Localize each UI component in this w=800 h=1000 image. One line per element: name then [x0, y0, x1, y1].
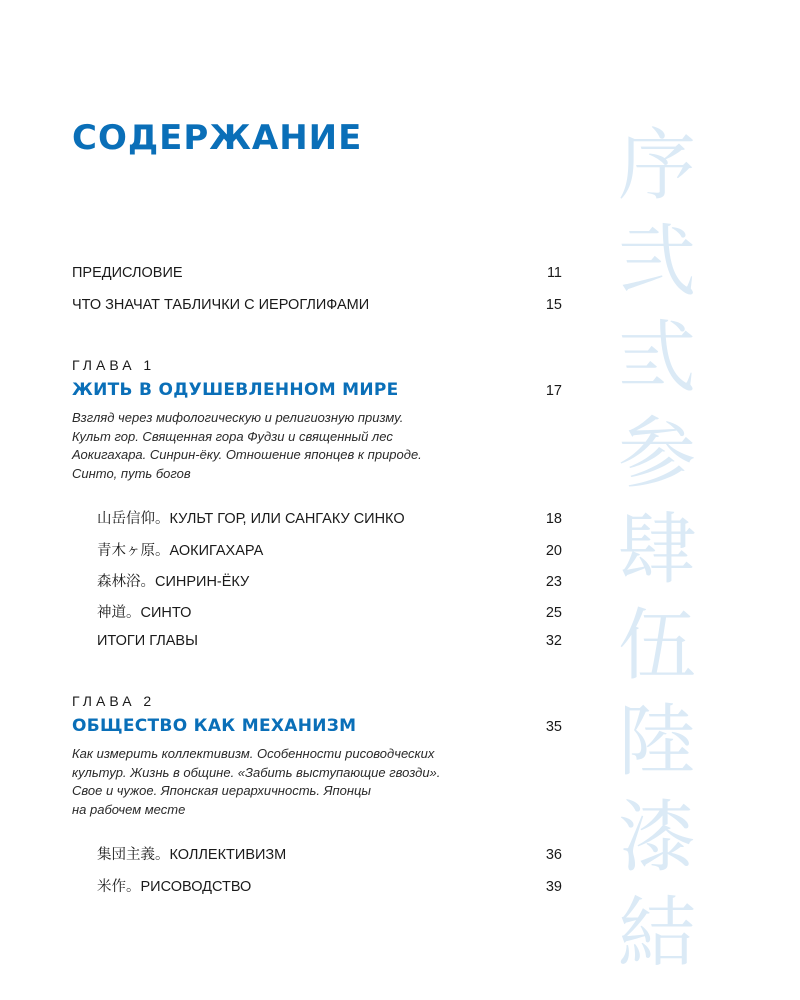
- toc-entry-label: 森林浴。СИНРИН-ЁКУ: [97, 574, 250, 590]
- chapter-2-entry[interactable]: [72, 716, 562, 736]
- kanji-glyph: 伍: [617, 601, 696, 691]
- toc-entry-page: 25: [545, 605, 562, 621]
- toc-entry-label: ПРЕДИСЛОВИЕ: [72, 265, 183, 281]
- toc-entry-page: 39: [545, 879, 562, 895]
- chapter-1-entry[interactable]: [72, 380, 562, 400]
- description-line: Культ гор. Священная гора Фудзи и священный лес: [72, 428, 393, 444]
- chapter-1-title: ЖИТЬ В ОДУШЕВЛЕННОМ МИРЕ: [72, 380, 399, 400]
- chapter-2-description: [72, 745, 472, 819]
- toc-entry-shinrin-yoku[interactable]: [97, 570, 562, 591]
- toc-entry-page: 18: [545, 511, 562, 527]
- toc-entry-label: 青木ヶ原。АОКИГАХАРА: [97, 543, 264, 559]
- toc-entry-label: ИТОГИ ГЛАВЫ: [97, 633, 198, 649]
- kanji-glyph: 漆: [617, 793, 696, 883]
- toc-entry-page: 11: [546, 265, 562, 281]
- kanji-glyph: 肆: [617, 505, 696, 595]
- toc-entry-label: 山岳信仰。КУЛЬТ ГОР, ИЛИ САНГАКУ СИНКО: [97, 511, 405, 527]
- chapter-1-description: [72, 409, 472, 483]
- description-line: на рабочем месте: [72, 801, 186, 817]
- toc-entry-label: 集団主義。КОЛЛЕКТИВИЗМ: [97, 847, 287, 863]
- toc-entry-page: 15: [545, 297, 562, 313]
- toc-entry-label: 神道。СИНТО: [97, 605, 192, 621]
- toc-entry-page: 23: [545, 574, 562, 590]
- toc-entry-preface[interactable]: [72, 265, 562, 281]
- toc-entry-chapter-1-summary[interactable]: [97, 633, 562, 649]
- toc-entry-page: 36: [545, 847, 562, 863]
- description-line: Аокигахара. Синрин-ёку. Отношение японцев к природе.: [72, 447, 422, 462]
- toc-entry-shinto[interactable]: [97, 601, 562, 622]
- chapter-1-page: 17: [545, 383, 562, 399]
- toc-entry-sangaku[interactable]: [97, 507, 562, 528]
- chapter-1-label: ГЛАВА 1: [72, 357, 156, 373]
- kanji-glyph: 弐: [617, 217, 696, 307]
- page-title: СОДЕРЖАНИЕ: [72, 118, 363, 158]
- toc-entry-page: 32: [545, 633, 562, 649]
- chapter-2-page: 35: [545, 719, 562, 735]
- description-line: Взгляд через мифологическую и религиозную призму.: [72, 410, 404, 425]
- kanji-glyph: 序: [617, 121, 696, 211]
- kanji-glyph: 結: [617, 889, 696, 979]
- toc-entry-rice-farming[interactable]: [97, 875, 562, 896]
- toc-entry-page: 20: [545, 543, 562, 559]
- kanji-glyph: 弎: [617, 313, 696, 403]
- toc-entry-aokigahara[interactable]: [97, 539, 562, 560]
- description-line: культур. Жизнь в общине. «Забить выступающие гвозди».: [72, 764, 441, 780]
- kanji-glyph: 参: [617, 409, 696, 499]
- kanji-glyph: 陸: [617, 697, 696, 787]
- description-line: Синто, путь богов: [72, 465, 191, 481]
- toc-entry-collectivism[interactable]: [97, 843, 562, 864]
- description-line: Свое и чужое. Японская иерархичность. Японцы: [72, 783, 371, 798]
- description-line: Как измерить коллективизм. Особенности рисоводческих: [72, 746, 435, 761]
- toc-entry-plates[interactable]: [72, 297, 562, 313]
- toc-entry-label: ЧТО ЗНАЧАТ ТАБЛИЧКИ С ИЕРОГЛИФАМИ: [72, 297, 370, 313]
- kanji-column: [612, 118, 702, 982]
- chapter-2-title: ОБЩЕСТВО КАК МЕХАНИЗМ: [72, 716, 357, 736]
- chapter-2-label: ГЛАВА 2: [72, 693, 156, 709]
- toc-entry-label: 米作。РИСОВОДСТВО: [97, 879, 252, 895]
